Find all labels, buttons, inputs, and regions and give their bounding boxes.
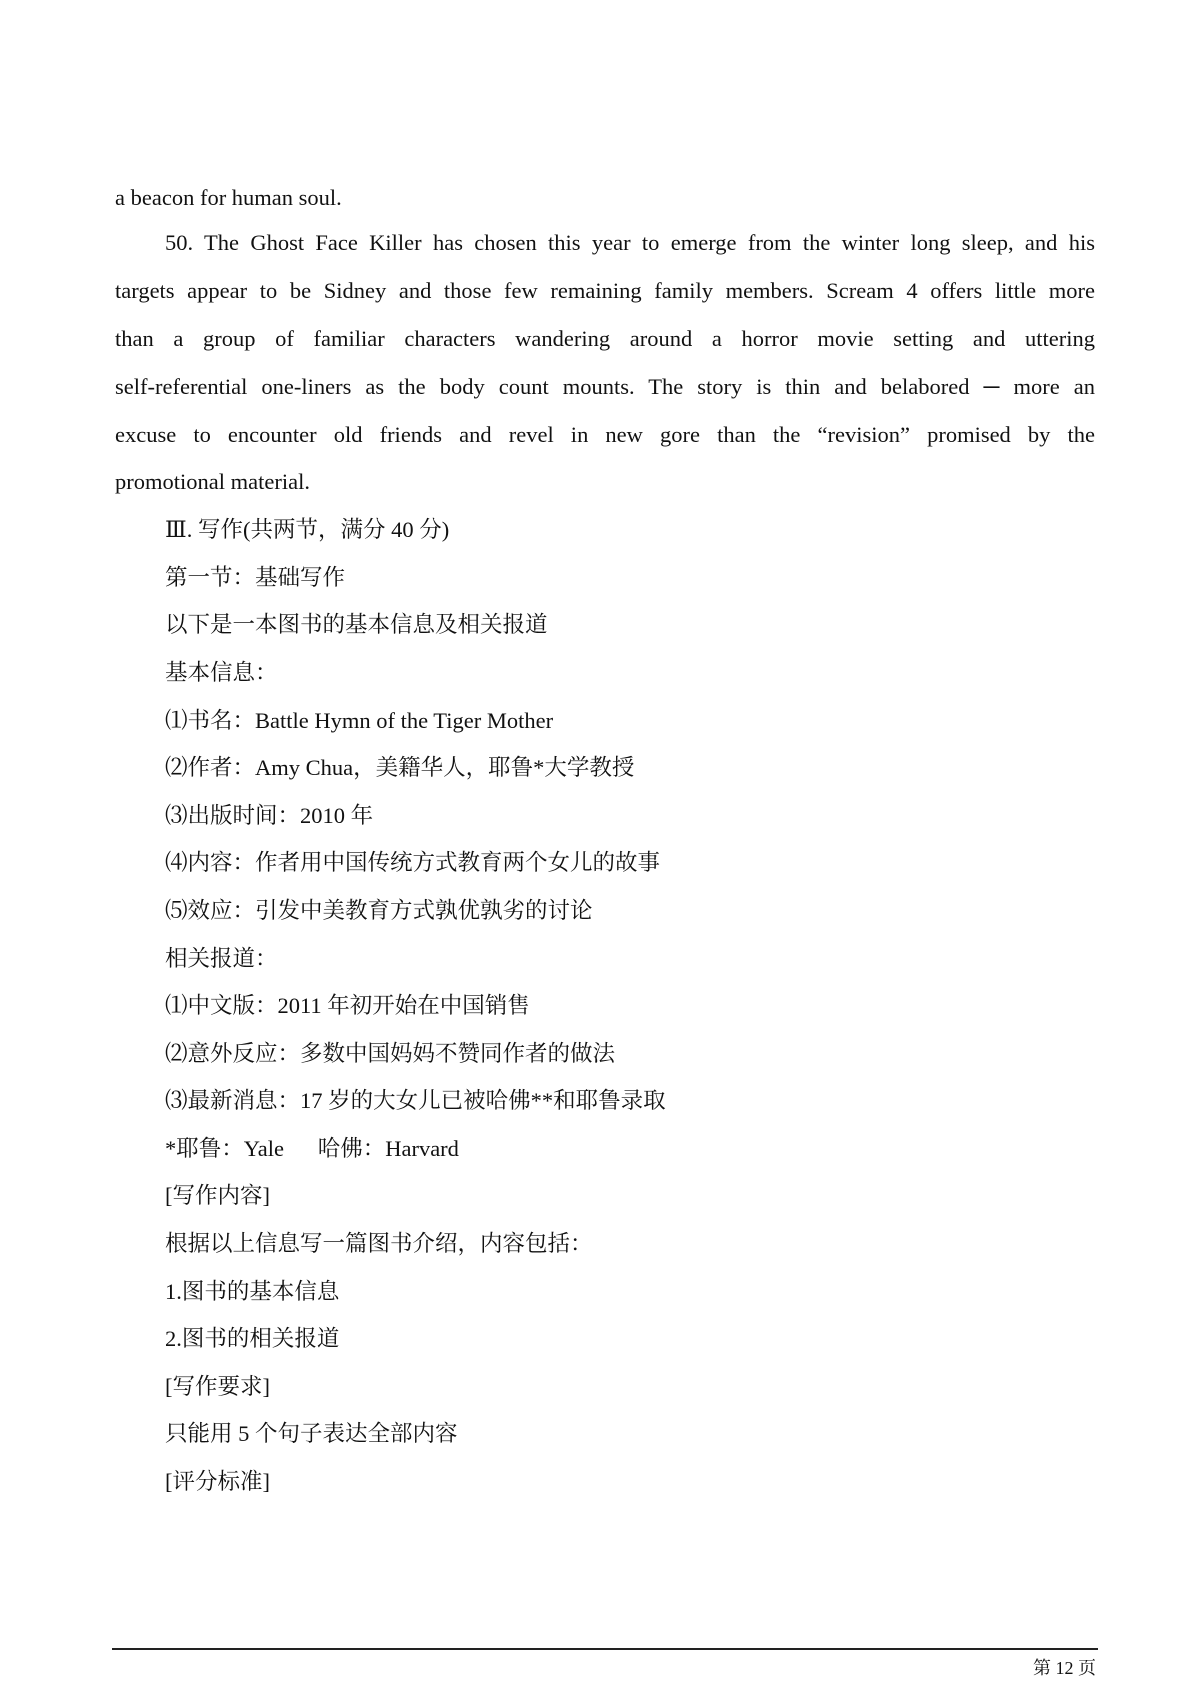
content-item: 2.图书的相关报道: [165, 1326, 340, 1351]
info-item: ⑶出版时间：2010 年: [165, 803, 374, 828]
section-heading: Ⅲ. 写作(共两节，满分 40 分): [165, 517, 450, 542]
requirement-line: 只能用 5 个句子表达全部内容: [165, 1421, 458, 1446]
report-item: ⑶最新消息：17 岁的大女儿已被哈佛**和耶鲁录取: [165, 1088, 666, 1113]
info-item: ⑷内容：作者用中国传统方式教育两个女儿的故事: [165, 850, 661, 875]
report-heading: 相关报道：: [165, 946, 278, 971]
paragraph-line: excuse to encounter old friends and revel in new gore than the “revision” promised by the: [115, 422, 1095, 447]
paragraph-line: self-referential one-liners as the body count mounts. The story is thin and belabored ─ more an: [115, 374, 1095, 399]
paragraph-line: than a group of familiar characters wandering around a horror movie setting and uttering: [115, 326, 1095, 351]
instruction-line: 根据以上信息写一篇图书介绍，内容包括：: [165, 1231, 593, 1256]
info-heading: 基本信息：: [165, 660, 278, 685]
info-item: ⑵作者：Amy Chua，美籍华人，耶鲁*大学教授: [165, 755, 635, 780]
scoring-standard-heading: [评分标准]: [165, 1469, 270, 1494]
footnote-line: *耶鲁：Yale 哈佛：Harvard: [165, 1136, 459, 1161]
writing-content-heading: [写作内容]: [165, 1183, 270, 1208]
instruction-line: 以下是一本图书的基本信息及相关报道: [165, 612, 548, 637]
page-number: 第 12 页: [1033, 1658, 1096, 1678]
paragraph-line: 50. The Ghost Face Killer has chosen this year to emerge from the winter long sleep, and his: [165, 230, 1095, 255]
report-item: ⑴中文版：2011 年初开始在中国销售: [165, 993, 530, 1018]
subsection-heading: 第一节：基础写作: [165, 565, 346, 590]
footer-divider: [112, 1648, 1098, 1650]
info-item: ⑸效应：引发中美教育方式孰优孰劣的讨论: [165, 898, 593, 923]
report-item: ⑵意外反应：多数中国妈妈不赞同作者的做法: [165, 1041, 616, 1066]
info-item: ⑴书名：Battle Hymn of the Tiger Mother: [165, 708, 554, 733]
writing-requirements-heading: [写作要求]: [165, 1374, 270, 1399]
paragraph-line: targets appear to be Sidney and those few remaining family members. Scream 4 offers little more: [115, 278, 1095, 303]
content-item: 1.图书的基本信息: [165, 1279, 340, 1304]
paragraph-line: promotional material.: [115, 469, 310, 494]
paragraph-line: a beacon for human soul.: [115, 185, 342, 210]
